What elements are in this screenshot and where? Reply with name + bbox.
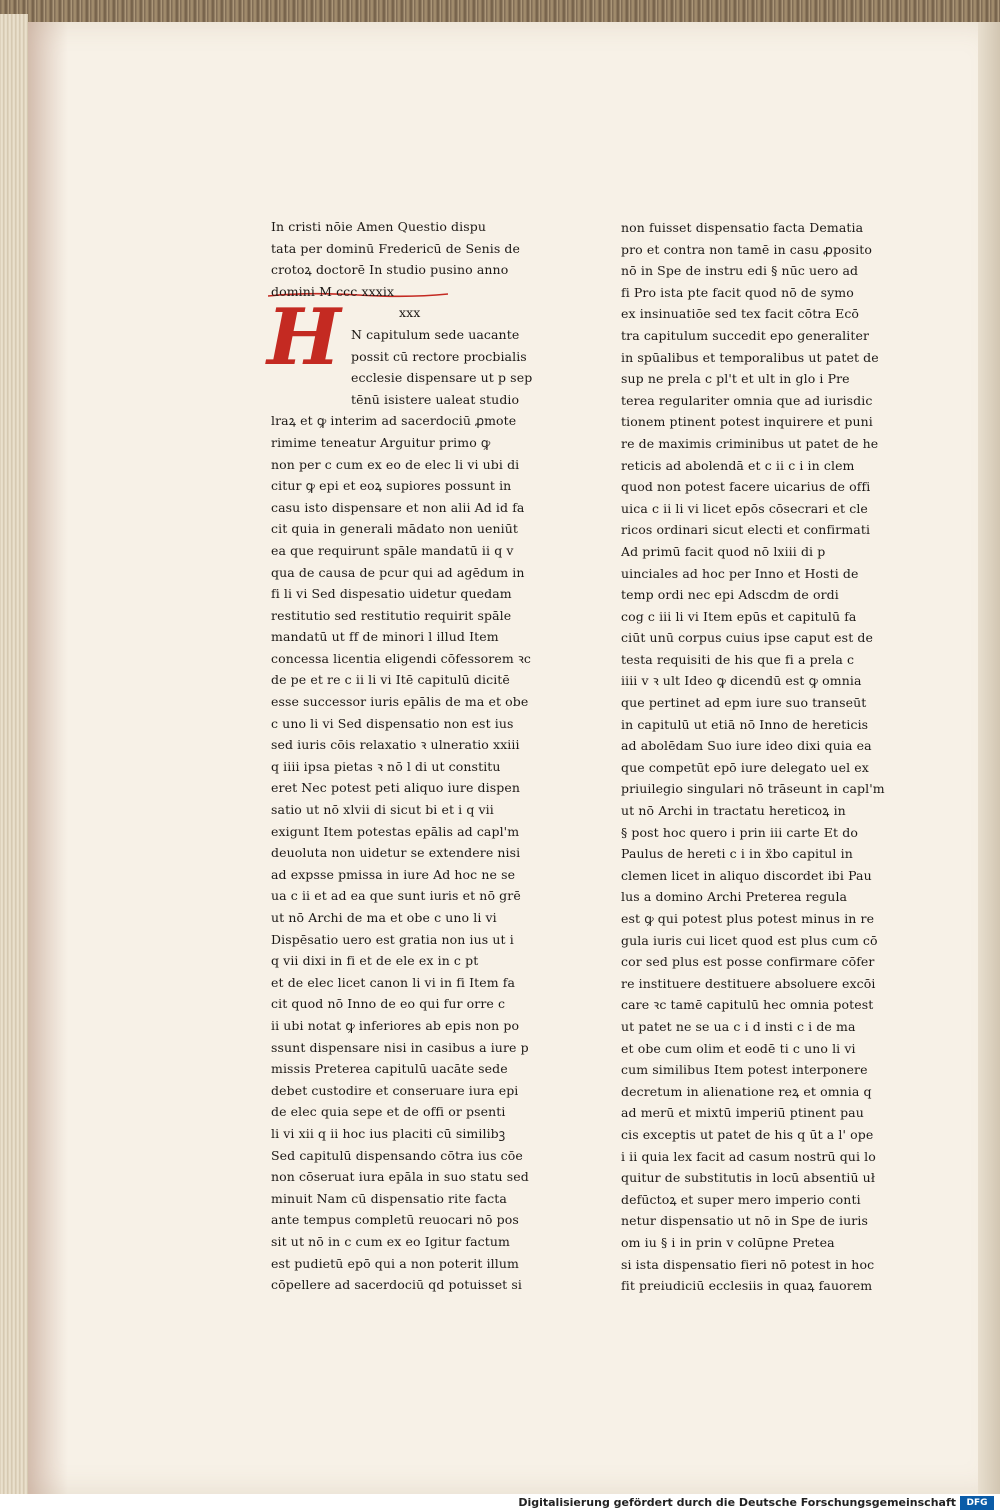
text-line: ciūt unū corpus cuius ipse caput est de <box>621 630 873 646</box>
left-text-column <box>267 216 535 1296</box>
text-line: ut nō Archi in tractatu hereticoꝝ in <box>621 803 846 819</box>
text-line: In cristi nōie Amen Questio dispu <box>271 219 486 234</box>
book-page-stack <box>0 14 28 1494</box>
text-line: xxx <box>399 305 421 321</box>
gutter-shadow <box>28 22 68 1494</box>
dfg-logo: DFG <box>960 1496 994 1510</box>
text-line: Ad primū facit quod nō lxiii di p <box>621 543 826 559</box>
text-line: que competūt epō iure delegato uel ex <box>621 759 869 775</box>
footer-bar <box>0 1494 1000 1512</box>
text-line: quod non potest facere uicarius de offi <box>621 479 871 495</box>
text-line: decretum in alienatione reꝝ et omnia q <box>621 1083 872 1099</box>
text-line: ricos ordinari sicut electi et confirmati <box>621 522 871 538</box>
text-line: om iu § i in prin v colūpne Pretea <box>621 1234 835 1250</box>
text-line: cit quia in generali mādato non ueniūt <box>271 521 518 537</box>
text-line: li vi xii q ii hoc ius placiti cū similibꝫ <box>271 1125 506 1141</box>
text-line: Paulus de hereti c i in ẍbo capitul in <box>621 846 853 862</box>
text-line: ecclesie dispensare ut p sep <box>351 370 533 386</box>
text-line: cit quod nō Inno de eo qui fur orre c <box>271 996 506 1012</box>
text-line: missis Preterea capitulū uacāte sede <box>271 1061 508 1077</box>
text-line: si ista dispensatio fieri nō potest in hoc <box>621 1256 875 1272</box>
text-line: testa requisiti de his que fi a prela c <box>621 651 855 667</box>
text-line: mandatū ut ff de minori l illud Item <box>271 629 499 645</box>
text-line: ua c ii et ad ea que sunt iuris et nō grē <box>271 888 521 904</box>
text-line: ad abolēdam Suo iure ideo dixi quia ea <box>621 738 872 754</box>
text-line: § post hoc quero i prin iii carte Et do <box>621 824 858 840</box>
text-line: cor sed plus est posse confirmare cōfer <box>621 954 875 970</box>
text-line: est pudietū epō qui a non poterit illum <box>271 1255 519 1271</box>
text-line: gula iuris cui licet quod est plus cum cō <box>621 932 878 948</box>
text-line: i ii quia lex facit ad casum nostrū qui lo <box>621 1148 876 1164</box>
text-line: re de maximis criminibus ut patet de he <box>621 435 879 451</box>
text-line: ad expsse pmissa in iure Ad hoc ne se <box>271 866 516 882</box>
text-line: ea que requirunt spāle mandatū ii q v <box>271 542 514 558</box>
text-line: fit preiudiciū ecclesiis in quaꝝ fauorem <box>621 1278 873 1294</box>
funding-credit: Digitalisierung gefördert durch die Deutsche Forschungsgemeinschaft <box>518 1496 956 1509</box>
fore-edge <box>978 22 1000 1494</box>
text-line: tionem ptinent potest inquirere et puni <box>621 414 873 430</box>
text-line: non fuisset dispensatio facta Dematia <box>621 220 864 235</box>
text-line: clemen licet in aliquo discordet ibi Pau <box>621 867 872 883</box>
text-line: Sed capitulū dispensando cōtra ius cōe <box>271 1147 523 1163</box>
text-line: cum similibus Item potest interponere <box>621 1062 868 1078</box>
text-line: sit ut nō in c cum ex eo Igitur factum <box>271 1233 510 1249</box>
text-line: de elec quia sepe et de offi or psenti <box>271 1104 506 1120</box>
text-line: defūctoꝝ et super mero imperio conti <box>621 1191 861 1207</box>
text-line: cog c iii li vi Item epūs et capitulū fa <box>621 608 857 624</box>
text-line: non per c cum ex eo de elec li vi ubi di <box>271 456 520 472</box>
text-line: pro et contra non tamē in casu ꝓposito <box>621 241 873 257</box>
text-line: casu isto dispensare et non alii Ad id fa <box>271 499 525 515</box>
text-line: iiii v ꝛ ult Ideo ꝙ dicendū est ꝙ omnia <box>621 673 862 689</box>
right-text-column <box>621 217 885 1297</box>
text-line: et de elec licet canon li vi in fi Item fa <box>271 974 516 990</box>
text-line: de pe et re c ii li vi Itē capitulū dicitē <box>271 672 510 688</box>
text-line: est ꝙ qui potest plus potest minus in re <box>621 911 875 926</box>
text-line: minuit Nam cū dispensatio rite facta <box>271 1190 507 1206</box>
text-line: satio ut nō xlvii di sicut bi et i q vii <box>271 802 494 818</box>
text-line: qua de causa de pcur qui ad agēdum in <box>271 564 525 580</box>
text-line: cōpellere ad sacerdociū qd potuisset si <box>271 1277 522 1293</box>
text-line: domini M ccc xxxix <box>271 283 395 299</box>
text-line: debet custodire et conseruare iura epi <box>271 1082 519 1098</box>
text-line: cis exceptis ut patet de his q ūt a l' ope <box>621 1126 874 1142</box>
text-line: exigunt Item potestas epālis ad capl'm <box>271 823 520 839</box>
text-line: care ꝛc tamē capitulū hec omnia potest <box>621 997 874 1013</box>
text-line: q vii dixi in fi et de ele ex in c pt <box>271 953 479 969</box>
book-top-edge <box>0 0 1000 22</box>
decorated-initial: H <box>267 292 341 383</box>
text-line: crotoꝝ doctorē In studio pusino anno <box>271 262 509 278</box>
text-line: priuilegio singulari nō trāseunt in capl'm <box>621 781 885 797</box>
text-line: possit cū rectore procbialis <box>351 348 527 364</box>
text-line: ad merū et mixtū imperiū ptinent pau <box>621 1105 864 1121</box>
text-line: nō in Spe de instru edi § nūc uero ad <box>621 263 859 279</box>
text-line: q iiii ipsa pietas ꝛ nō l di ut constitu <box>271 758 501 774</box>
text-line: esse successor iuris epālis de ma et obe <box>271 694 529 710</box>
text-line: citur ꝙ epi et eoꝝ supiores possunt in <box>271 478 512 494</box>
text-line: in capitulū ut etiā nō Inno de hereticis <box>621 716 869 732</box>
text-line: et obe cum olim et eodē ti c uno li vi <box>621 1040 856 1056</box>
text-line: reticis ad abolendā et c ii c i in clem <box>621 457 855 473</box>
text-line: re instituere destituere absoluere excōi <box>621 975 876 991</box>
text-line: c uno li vi Sed dispensatio non est ius <box>271 715 514 731</box>
text-line: terea regulariter omnia que ad iurisdic <box>621 392 873 408</box>
text-line: tēnū isistere ualeat studio <box>351 391 520 407</box>
text-line: ut nō Archi de ma et obe c uno li vi <box>271 910 497 925</box>
text-line: lus a domino Archi Preterea regula <box>621 889 848 905</box>
text-line: uinciales ad hoc per Inno et Hosti de <box>621 565 859 581</box>
text-line: ii ubi notat ꝙ inferiores ab epis non po <box>271 1017 520 1033</box>
text-line: ex insinuatiōe sed tex facit cōtra Ecō <box>621 306 860 322</box>
text-line: ssunt dispensare nisi in casibus a iure p <box>271 1039 529 1055</box>
text-line: concessa licentia eligendi cōfessorem ꝛc <box>271 650 531 666</box>
text-line: uica c ii li vi licet epōs cōsecrari et cle <box>621 500 868 516</box>
text-line: non cōseruat iura epāla in suo statu sed <box>271 1169 529 1185</box>
text-line: sup ne prela c pl't et ult in glo i Pre <box>621 371 850 387</box>
text-line: rimime teneatur Arguitur primo ꝙ <box>271 434 491 450</box>
text-line: que pertinet ad epm iure suo transeūt <box>621 695 867 711</box>
text-line: Dispēsatio uero est gratia non ius ut i <box>271 931 514 947</box>
text-line: tra capitulum succedit epo generaliter <box>621 327 870 343</box>
text-line: restitutio sed restitutio requirit spāle <box>271 607 512 623</box>
text-line: in spūalibus et temporalibus ut patet de <box>621 349 879 365</box>
text-line: eret Nec potest peti aliquo iure dispen <box>271 780 520 796</box>
text-line: netur dispensatio ut nō in Spe de iuris <box>621 1213 868 1229</box>
text-line: fi Pro ista pte facit quod nō de symo <box>621 284 854 300</box>
text-line: ut patet ne se ua c i d insti c i de ma <box>621 1018 856 1034</box>
text-line: temp ordi nec epi Adscdm de ordi <box>621 587 839 603</box>
text-line: quitur de substitutis in locū absentiū uł <box>621 1170 875 1186</box>
text-line: tata per dominū Fredericū de Senis de <box>271 240 521 256</box>
text-line: lraꝝ et ꝙ interim ad sacerdociū ꝓmote <box>271 413 517 429</box>
text-line: sed iuris cōis relaxatio ꝛ ulneratio xxiii <box>271 737 520 753</box>
text-line: ante tempus completū reuocari nō pos <box>271 1212 519 1228</box>
text-line: deuoluta non uidetur se extendere nisi <box>271 845 521 861</box>
text-line: N capitulum sede uacante <box>351 326 520 342</box>
text-line: fi li vi Sed dispesatio uidetur quedam <box>271 586 512 602</box>
